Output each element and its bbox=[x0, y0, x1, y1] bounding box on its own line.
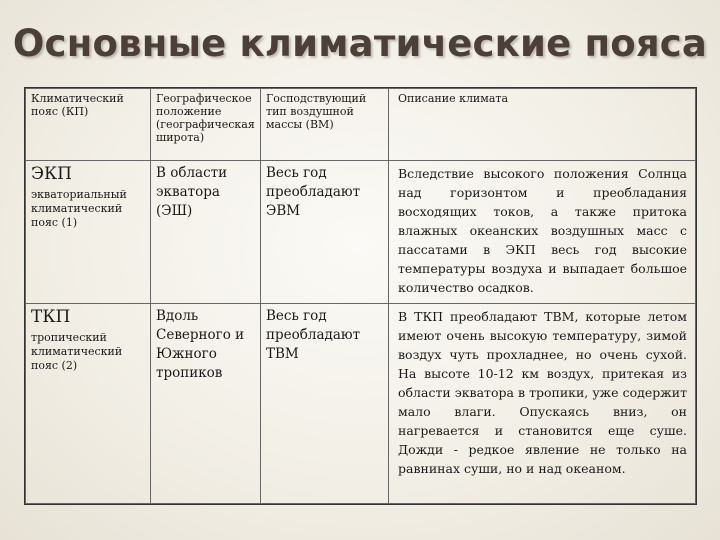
table-row bbox=[26, 161, 696, 304]
description-cell: В ТКП преобладают ТВМ, которые летом имеют очень высокую температуру, зимой воздух чуть прохладнее, но очень сухой. На высоте 10-12 км воздух, притекая из области экватора в тропики, уже содержит мало влаги. Опускаясь вниз, он нагревается и становится еще суше. Дожди - редкое явление не только на равнинах суши, но и над океаном. bbox=[389, 304, 696, 504]
air-mass-cell: Весь год преобладают ЭВМ bbox=[261, 161, 389, 304]
belt-code: ТКП bbox=[31, 307, 71, 327]
belt-code: ЭКП bbox=[31, 164, 72, 184]
location-cell: В области экватора (ЭШ) bbox=[151, 161, 261, 304]
belt-cell bbox=[26, 161, 151, 304]
header-belt: Климатический пояс (КП) bbox=[26, 89, 151, 161]
header-air-mass: Господствующий тип воздушной массы (ВМ) bbox=[261, 89, 389, 161]
location-cell: Вдоль Северного и Южного тропиков bbox=[151, 304, 261, 504]
description-cell: Вследствие высокого положения Солнца над горизонтом и преобладания восходящих токов, а также притока влажных океанских воздушных масс с пассатами в ЭКП весь год высокие температуры воздуха и выпадает большое количество осадков. bbox=[389, 161, 696, 304]
belt-cell bbox=[26, 304, 151, 504]
slide-title: Основные климатические пояса bbox=[12, 22, 708, 65]
air-mass-cell: Весь год преобладают ТВМ bbox=[261, 304, 389, 504]
climate-belts-table bbox=[25, 88, 696, 504]
header-location: Географическое положение (географическая широта) bbox=[151, 89, 261, 161]
table-header-row bbox=[26, 89, 696, 161]
table-row bbox=[26, 304, 696, 504]
header-description: Описание климата bbox=[389, 89, 696, 161]
belt-name: тропический климатический пояс (2) bbox=[31, 331, 123, 372]
belt-name: экваториальный климатический пояс (1) bbox=[31, 188, 127, 229]
